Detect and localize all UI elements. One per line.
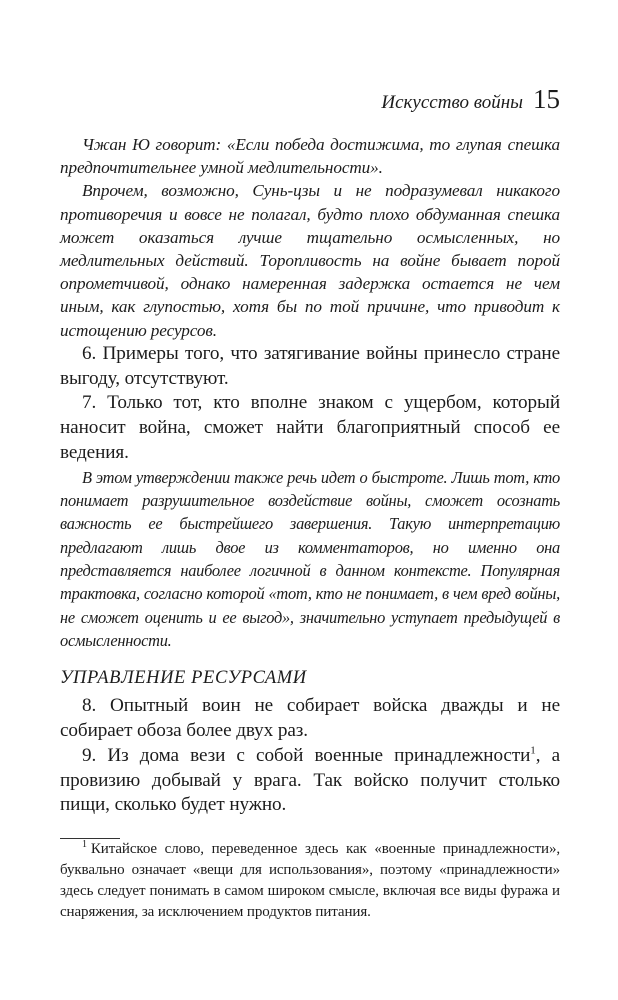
footnote-reference[interactable]: 1	[530, 744, 536, 757]
verse-paragraph: 8. Опытный воин не собирает войска дважды и не собирает обоза более двух раз.	[60, 695, 560, 741]
verse-paragraph: 7. Только тот, кто вполне знаком с ущербом, который наносит война, сможет найти благоприятный способ ее ведения.	[60, 392, 560, 464]
book-page	[60, 0, 560, 1000]
page-number: 15	[533, 84, 560, 114]
section-heading: УПРАВЛЕНИЕ РЕСУРСАМИ	[60, 668, 307, 689]
verse-text: 9. Из дома вези с собой военные принадлежности	[82, 744, 531, 766]
running-head	[381, 84, 560, 115]
footnote-text: Китайское слово, переведенное здесь как «военные принадлежности», буквально означает «вещи для использования», поэтому «принадлежности» здесь следует понимать в самом широком смысле, включая все виды фуража и снаряжения, за исключением продуктов питания.	[60, 841, 560, 921]
commentary-paragraph: Впрочем, возможно, Сунь-цзы и не подразумевал никакого противоречия и вовсе не полагал, будто плохо обдуманная спешка может оказаться лучше тщательно осмысленных, но медлительных действий. Торопливость на войне бывает порой опрометчивой, однако намеренная задержка остается не чем иным, как глупостью, хотя бы по той причине, что приводит к истощению ресурсов.	[60, 181, 560, 340]
footnote-mark: 1	[82, 839, 87, 851]
page-body	[60, 133, 560, 923]
commentary-paragraph: В этом утверждении также речь идет о быстроте. Лишь тот, кто понимает разрушительное воздействие войны, сможет осознать важность ее быстрейшего завершения. Такую интерпретацию предлагают лишь двое из комментаторов, но именно она представляется наиболее логичной в данном контексте. Популярная трактовка, согласно которой «тот, кто не понимает, в чем вред войны, не сможет оценить и ее выгод», значительно уступает предыдущей в осмысленности.	[60, 467, 560, 650]
verse-paragraph	[60, 744, 560, 818]
commentary-paragraph: Чжан Ю говорит: «Если победа достижима, то глупая спешка предпочтительнее умной медлительности».	[60, 135, 560, 178]
verse-paragraph: 6. Примеры того, что затягивание войны принесло стране выгоду, отсутствуют.	[60, 342, 560, 389]
verse-text: , а провизию добывай у врага. Так войско получит столько пищи, сколько будет нужно.	[60, 744, 561, 816]
footnote	[60, 839, 560, 923]
running-title: Искусство войны	[381, 92, 523, 113]
